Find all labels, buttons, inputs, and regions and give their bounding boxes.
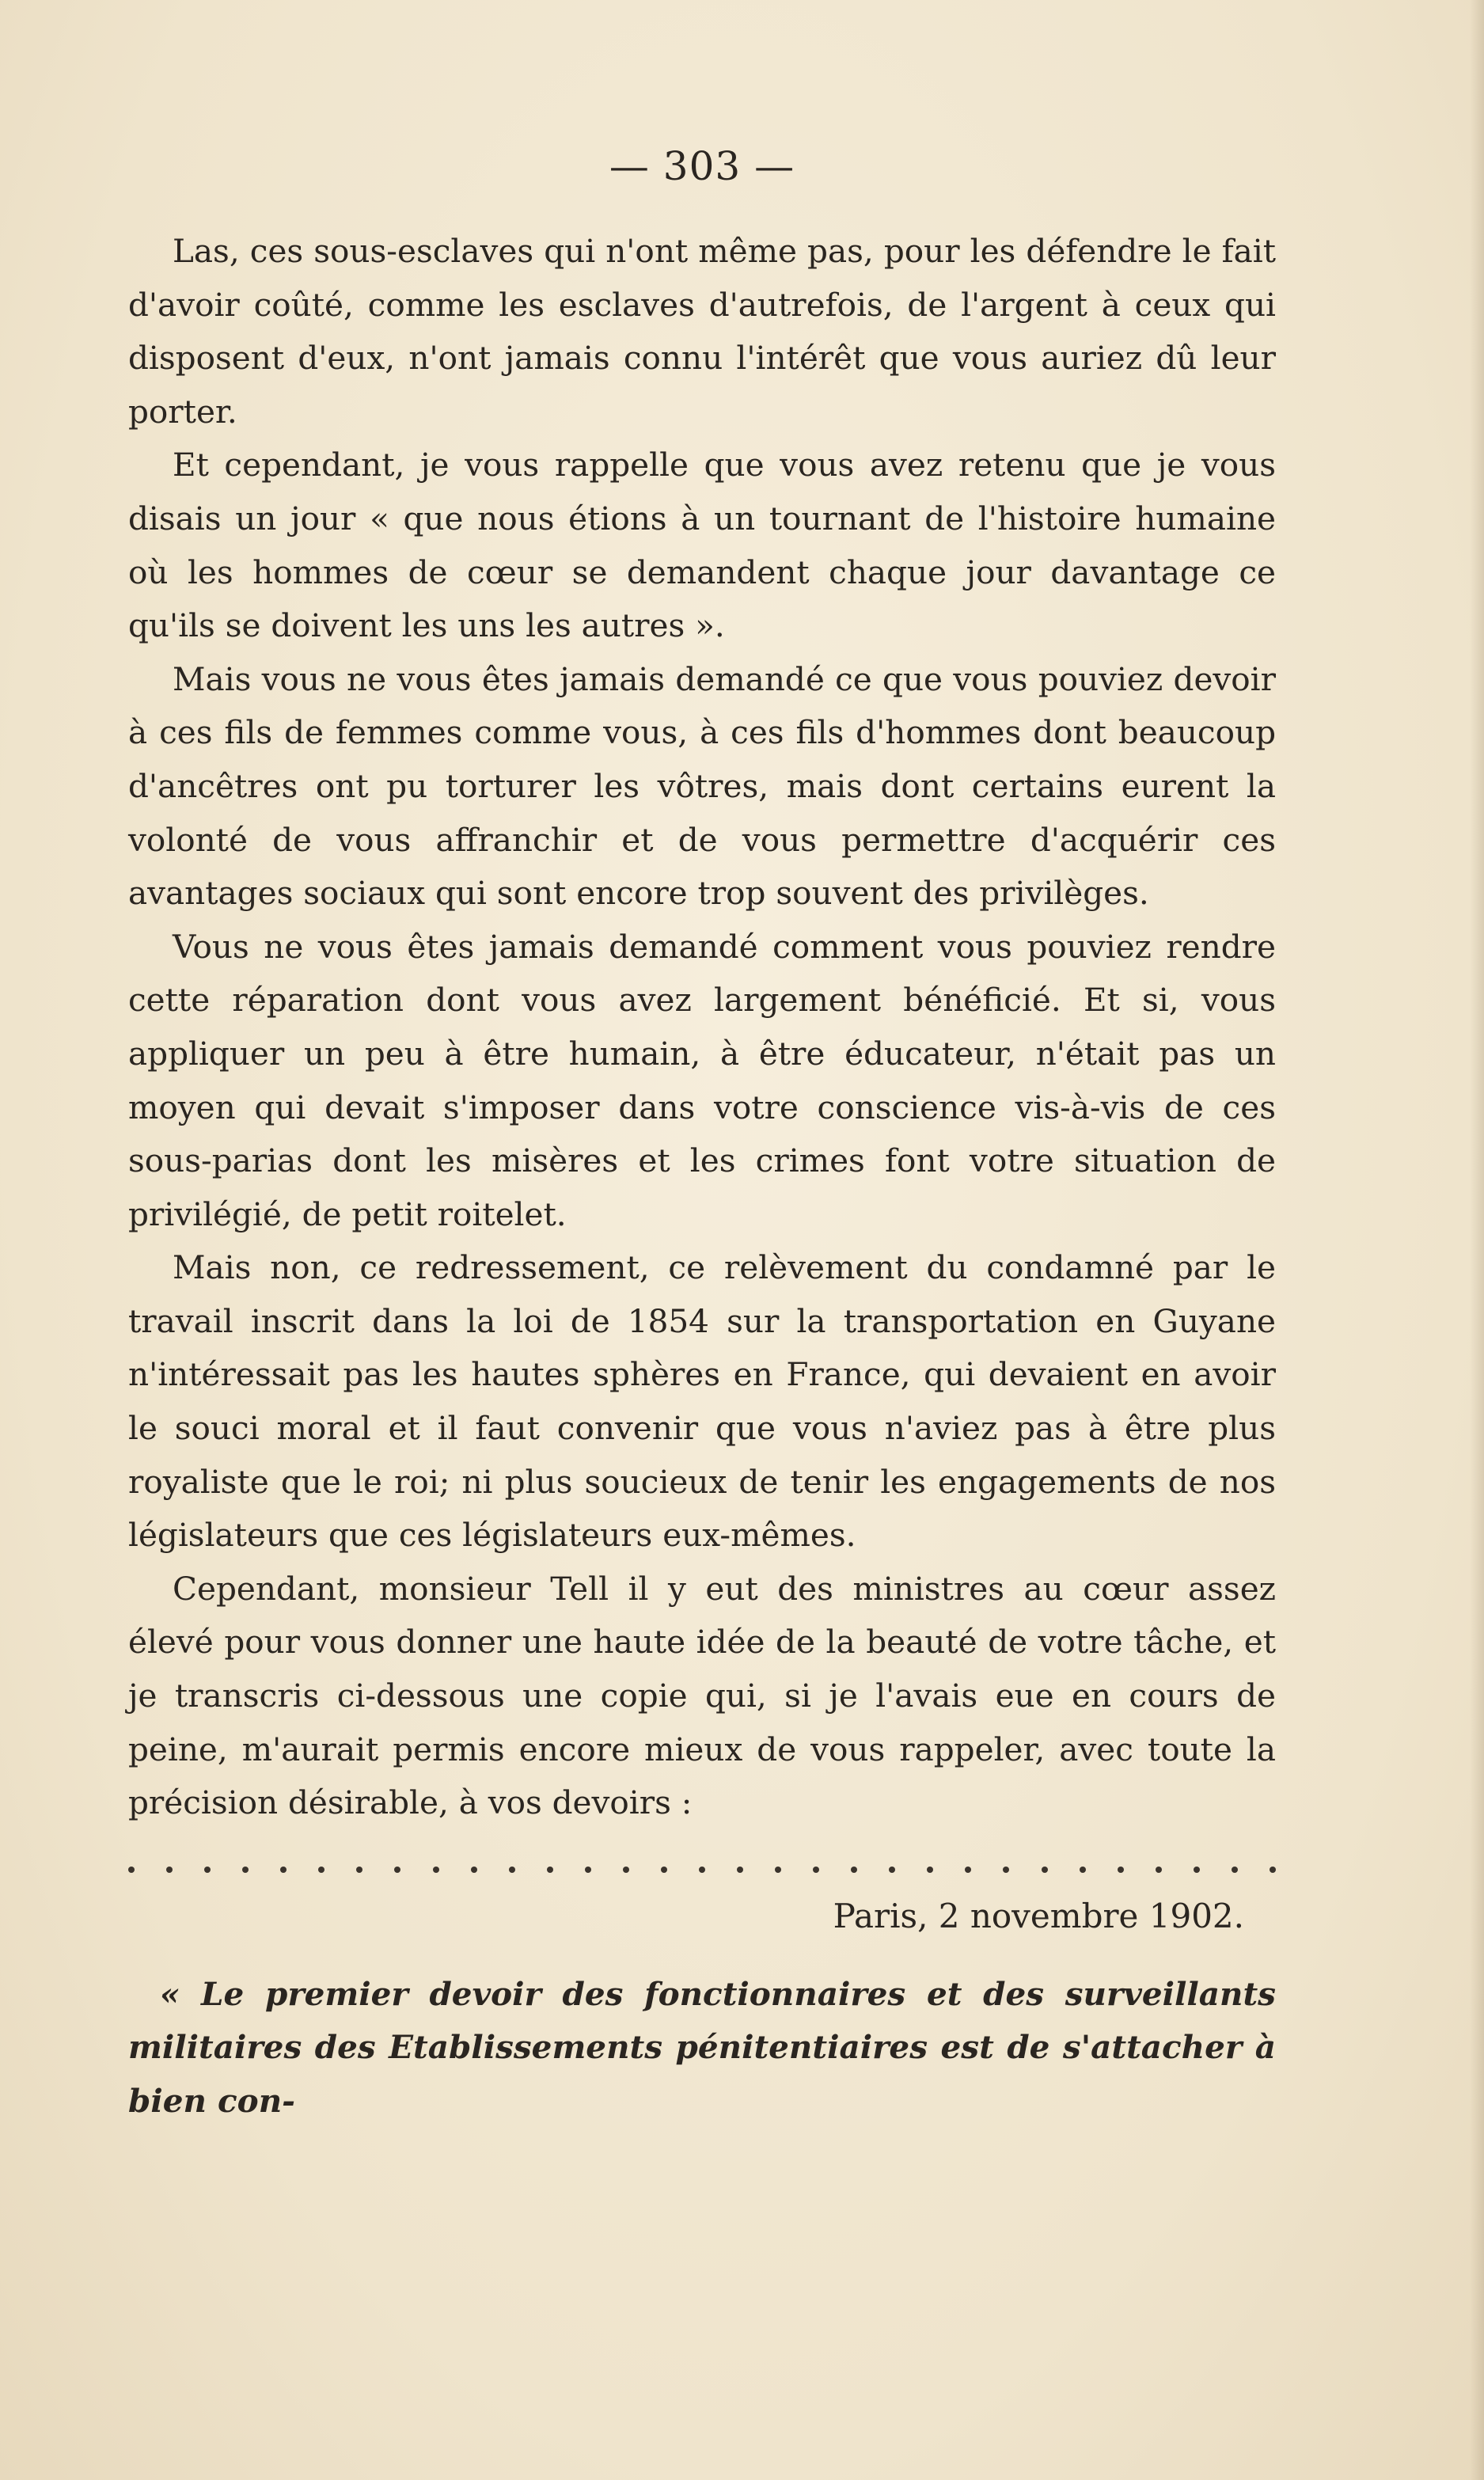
divider-dot: [1080, 1867, 1086, 1873]
paragraph-6: Cependant, monsieur Tell il y eut des ministres au cœur assez élevé pour vous donner une haute idée de la beauté de votre tâche, et je transcris ci-dessous une copie qui, si je l'avais eue en cours de peine, m'aurait permis encore mieux de vous rappeler, avec toute la précision désirable, à vos devoirs :: [128, 1569, 1276, 1822]
divider-dot: [623, 1867, 629, 1873]
divider-dot: [1118, 1867, 1124, 1873]
divider-dot: [585, 1867, 591, 1873]
divider-dot: [775, 1867, 781, 1873]
divider-dot: [394, 1867, 400, 1873]
paragraph-2: Et cependant, je vous rappelle que vous avez retenu que je vous disais un jour « que nous étions à un tournant de l'histoire humaine où les hommes de cœur se demandent chaque jour davantage ce qu'ils se doivent les uns les autres ».: [128, 446, 1276, 645]
divider-dot: [356, 1867, 362, 1873]
divider-dot: [204, 1867, 211, 1873]
quoted-circular: « Le premier devoir des fonctionnaires et des surveillants militaires des Etablissements pénitentiaires est de s'attacher à bien con-: [128, 1974, 1276, 2120]
divider-dot: [471, 1867, 477, 1873]
divider-dot: [889, 1867, 895, 1873]
divider-dot: [128, 1867, 135, 1873]
page-number: — 303 —: [609, 143, 795, 189]
divider-dot: [1232, 1867, 1238, 1873]
divider-dot: [1003, 1867, 1009, 1873]
divider-dot: [1194, 1867, 1200, 1873]
divider-dot: [318, 1867, 325, 1873]
dateline: Paris, 2 novembre 1902.: [833, 1896, 1244, 1935]
divider-dot: [166, 1867, 173, 1873]
divider-dot: [1042, 1867, 1048, 1873]
divider-dot: [661, 1867, 667, 1873]
divider-dot: [927, 1867, 933, 1873]
ellipsis-divider: [128, 1846, 1276, 1873]
divider-dot: [242, 1867, 249, 1873]
divider-dot: [433, 1867, 439, 1873]
divider-dot: [1156, 1867, 1162, 1873]
paragraph-5: Mais non, ce redressement, ce relèvement du condamné par le travail inscrit dans la loi de 1854 sur la transportation en Guyane n'intéressait pas les hautes sphères en France, qui devaient en avoir le souci moral et il faut convenir que vous n'aviez pas à être plus royaliste que le roi; ni plus soucieux de tenir les engagements de nos législateurs que ces législateurs eux-mêmes.: [128, 1248, 1276, 1555]
divider-dot: [737, 1867, 743, 1873]
page-edge-shadow: [1470, 0, 1484, 2480]
paragraph-4: Vous ne vous êtes jamais demandé comment vous pouviez rendre cette réparation dont vous avez largement bénéficié. Et si, vous appliquer un peu à être humain, à être éducateur, n'était pas un moyen qui devait s'imposer dans votre conscience vis-à-vis de ces sous-parias dont les misères et les crimes font votre situation de privilégié, de petit roitelet.: [128, 927, 1276, 1233]
divider-dot: [547, 1867, 553, 1873]
paragraph-1: Las, ces sous-esclaves qui n'ont même pas, pour les défendre le fait d'avoir coûté, comme les esclaves d'autrefois, de l'argent à ceux qui disposent d'eux, n'ont jamais connu l'intérêt que vous auriez dû leur porter.: [128, 232, 1276, 431]
divider-dot: [699, 1867, 705, 1873]
divider-dot: [851, 1867, 857, 1873]
paragraph-3: Mais vous ne vous êtes jamais demandé ce que vous pouviez devoir à ces fils de femmes comme vous, à ces fils d'hommes dont beaucoup d'ancêtres ont pu torturer les vôtres, mais dont certains eurent la volonté de vous affranchir et de vous permettre d'acquérir ces avantages sociaux qui sont encore trop souvent des privilèges.: [128, 659, 1276, 913]
divider-dot: [813, 1867, 819, 1873]
page-content: [128, 142, 1276, 2129]
divider-dot: [1270, 1867, 1276, 1873]
divider-dot: [509, 1867, 515, 1873]
divider-dot: [965, 1867, 971, 1873]
divider-dot: [280, 1867, 287, 1873]
